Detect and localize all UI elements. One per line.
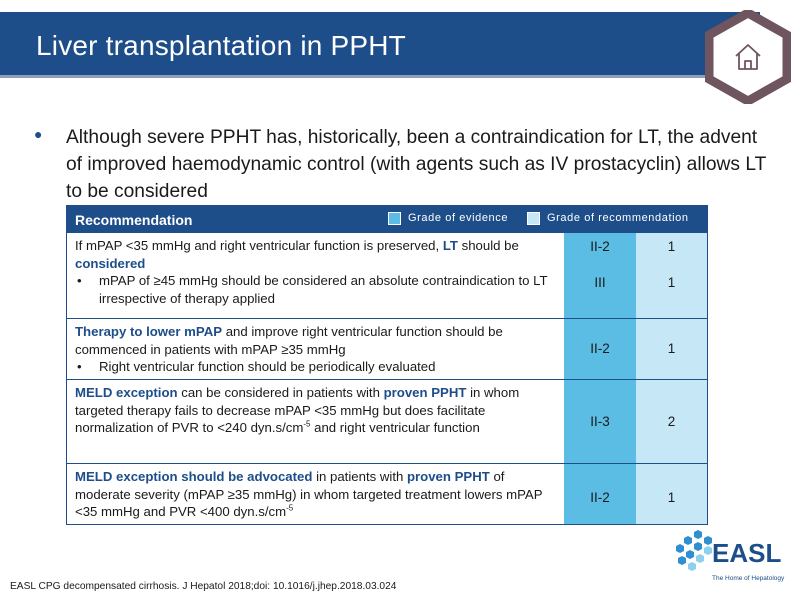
recommendation-cell (636, 464, 707, 524)
evidence-cell (564, 233, 636, 318)
table-row (67, 318, 707, 379)
sub-bullet: • mPAP of ≥45 mmHg should be considered an absolute contraindication to LT irrespective of therapy applied (75, 272, 559, 307)
evidence-cell (564, 319, 636, 379)
home-icon[interactable] (705, 10, 791, 104)
easl-logo-text: EASL (712, 538, 782, 568)
bullet-marker: ● (34, 126, 43, 142)
evidence-grade: III (594, 275, 606, 290)
table-row (67, 379, 707, 463)
recommendation-cell (636, 380, 707, 463)
table-row (67, 232, 707, 318)
slide-title: Liver transplantation in PPHT (36, 30, 406, 61)
recommendation-cell (636, 233, 707, 318)
evidence-cell (564, 380, 636, 463)
header-recommendation: Recommendation (75, 212, 193, 228)
evidence-grade: II-3 (590, 414, 610, 429)
recommendation-cell (636, 319, 707, 379)
recommendation-text: If mPAP <35 mmHg and right ventricular function is preserved, LT should be considered • mPAP of ≥45 mmHg should be considered an absolute contraindication to LT irrespective of therapy applied (75, 237, 559, 307)
recommendation-legend-label: Grade of recommendation (547, 212, 689, 224)
recommendation-text: Therapy to lower mPAP and improve right ventricular function should be commenced in patients with mPAP ≥35 mmHg • Right ventricular function should be periodically evaluated (75, 323, 559, 376)
evidence-grade: II-2 (590, 341, 610, 356)
evidence-cell (564, 464, 636, 524)
evidence-grade: II-2 (590, 239, 610, 254)
table-header (67, 206, 707, 232)
recommendation-grade: 2 (667, 414, 676, 429)
recommendation-table (66, 205, 708, 525)
evidence-grade: II-2 (590, 490, 610, 505)
recommendation-legend-swatch (527, 212, 540, 225)
table-row (67, 463, 707, 524)
recommendation-text: MELD exception can be considered in patients with proven PPHT in whom targeted therapy fails to decrease mPAP <35 mmHg but does facilitate normalization of PVR to <240 $dyn.s/cm^{-5}$ and right ventricular function (75, 385, 520, 435)
recommendation-grade: 1 (667, 341, 676, 356)
recommendation-grade: 1 (667, 239, 676, 254)
easl-logo-tagline: The Home of Hepatology (712, 575, 785, 582)
recommendation-grade: 1 (667, 275, 676, 290)
recommendation-grade: 1 (667, 490, 676, 505)
title-bar (0, 12, 760, 78)
sub-bullet: • Right ventricular function should be periodically evaluated (75, 358, 559, 376)
evidence-legend-label: Grade of evidence (408, 212, 509, 224)
evidence-legend-swatch (388, 212, 401, 225)
intro-bullet: Although severe PPHT has, historically, been a contraindication for LT, the advent of improved haemodynamic control (with agents such as IV prostacyclin) allows LT to be considered (66, 127, 766, 202)
citation: EASL CPG decompensated cirrhosis. J Hepatol 2018;doi: 10.1016/j.jhep.2018.03.024 (10, 581, 397, 592)
recommendation-text: MELD exception should be advocated in patients with proven PPHT of moderate severity (mPAP ≥35 mmHg) in whom targeted treatment lowers mPAP <35 mmHg and PVR <400 $dyn.s/cm^{-5}$ (75, 469, 543, 519)
